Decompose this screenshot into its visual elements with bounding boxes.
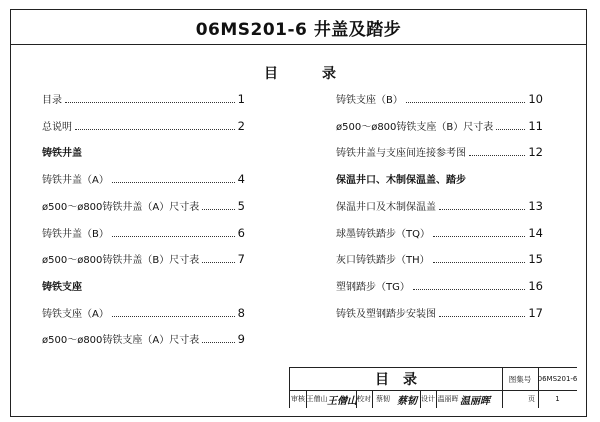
title-block [289, 367, 577, 408]
toc-entry-text: 铸铁支座（A） [42, 308, 109, 320]
title-block-drawing-name: 目录 [375, 372, 431, 388]
toc-entry [42, 197, 245, 213]
toc-entry [42, 170, 245, 186]
toc-page-number: 13 [528, 198, 543, 213]
dot-leader [202, 209, 234, 210]
toc-entry-text: ø500～ø800铸铁支座（B）尺寸表 [336, 121, 494, 133]
dot-leader [469, 155, 525, 156]
dot-leader [433, 236, 525, 237]
toc-entry [42, 330, 245, 346]
toc-entry [336, 277, 543, 293]
title-bar [11, 10, 586, 45]
designer-name: 温丽晖 [437, 395, 459, 403]
toc-page-number: 10 [528, 92, 543, 106]
dot-leader [112, 316, 235, 317]
toc-entry [42, 250, 245, 266]
dot-leader [439, 209, 525, 210]
toc-page-number: 12 [528, 145, 543, 160]
toc-section-heading [42, 277, 245, 293]
toc-entry-text: 总说明 [42, 121, 72, 133]
toc-entry-text: 保温井口及木制保温盖 [336, 201, 436, 213]
page-number: 1 [555, 395, 560, 403]
checker-signature: 蔡韧 [397, 395, 417, 407]
toc-entry [336, 90, 543, 106]
toc-entry-text: 塑钢踏步（TG） [336, 281, 410, 293]
toc-page-number: 2 [237, 118, 245, 133]
toc-entry-text: ø500～ø800铸铁井盖（B）尺寸表 [42, 255, 200, 267]
dot-leader [65, 102, 235, 103]
toc-page-number: 8 [237, 305, 245, 320]
toc-entry-text: 铸铁井盖（A） [42, 175, 109, 187]
toc-entry-text: 铸铁支座（B） [336, 95, 403, 106]
toc-page-number: 11 [528, 118, 543, 133]
dot-leader [202, 342, 234, 343]
dot-leader [439, 316, 525, 317]
dot-leader [433, 262, 526, 263]
reviewer-name: 王僧山 [306, 395, 328, 403]
dot-leader [406, 102, 525, 103]
toc-page-number: 9 [237, 332, 245, 347]
atlas-no-label: 图集号 [508, 374, 532, 384]
dot-leader [112, 182, 235, 183]
toc-entry [336, 250, 543, 266]
toc-section-heading [336, 170, 543, 186]
toc-heading: 目录 [264, 66, 380, 82]
toc-page-number: 14 [528, 225, 543, 240]
toc-page-number: 17 [528, 305, 543, 320]
toc-page-number: 1 [237, 92, 245, 106]
toc-entry-text: 铸铁及塑钢踏步安装图 [336, 308, 436, 320]
review-label: 审核 [291, 395, 305, 403]
dot-leader [413, 289, 526, 290]
toc-page-number: 6 [237, 225, 245, 240]
checker-name: 蔡韧 [376, 395, 390, 403]
toc-entry [42, 90, 245, 106]
dot-leader [112, 236, 235, 237]
toc-page-number: 15 [528, 252, 543, 267]
toc-page-number: 5 [237, 198, 245, 213]
atlas-no: 06MS201-6 [537, 375, 578, 383]
toc-entry [336, 224, 543, 240]
dot-leader [75, 129, 235, 130]
check-label: 校对 [357, 395, 371, 403]
document-title: 06MS201-6 井盖及踏步 [195, 19, 402, 40]
toc-page-number: 7 [237, 252, 245, 267]
toc-entry-text: 目录 [42, 95, 62, 106]
toc-entry [42, 224, 245, 240]
toc-entry-text: 球墨铸铁踏步（TQ） [336, 228, 430, 240]
toc-entry [336, 197, 543, 213]
toc-entry [336, 117, 543, 133]
toc-page-number: 4 [237, 172, 245, 187]
design-label: 设计 [421, 395, 435, 403]
reviewer-signature: 王僧山 [327, 395, 357, 407]
toc-entry-text: 铸铁井盖（B） [42, 228, 109, 240]
toc-entry [336, 304, 543, 320]
toc-entry [42, 117, 245, 133]
toc-entry-text: 铸铁支座 [42, 281, 82, 293]
toc-entry-text: 灰口铸铁踏步（TH） [336, 255, 430, 267]
toc-entry-text: ø500～ø800铸铁支座（A）尺寸表 [42, 335, 200, 347]
page-label: 页 [528, 395, 535, 403]
designer-signature: 温丽晖 [460, 395, 490, 407]
toc-entry [336, 143, 543, 159]
toc-entry-text: 保温井口、木制保温盖、踏步 [336, 175, 466, 187]
toc-page-number: 16 [528, 278, 543, 293]
dot-leader [496, 129, 525, 130]
toc-entry-text: ø500～ø800铸铁井盖（A）尺寸表 [42, 201, 200, 213]
toc-entry [42, 304, 245, 320]
toc-section-heading [42, 143, 245, 159]
toc-entry-text: 铸铁井盖 [42, 148, 82, 160]
dot-leader [202, 262, 234, 263]
toc-entry-text: 铸铁井盖与支座间连接参考图 [336, 148, 466, 160]
